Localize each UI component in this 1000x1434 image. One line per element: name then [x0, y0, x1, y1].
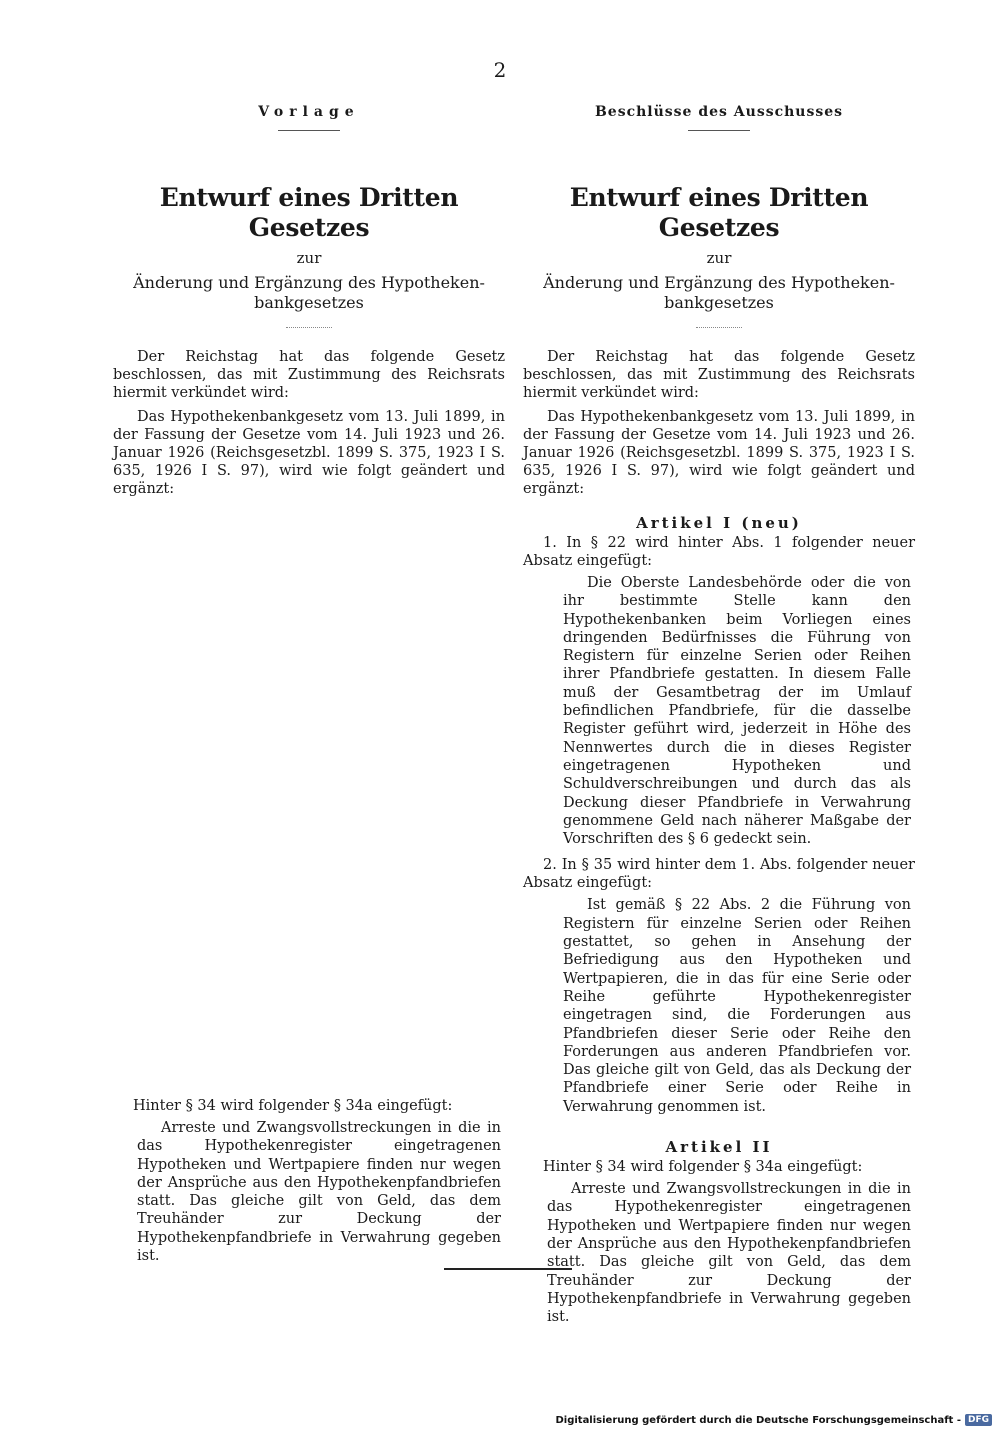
right-subtitle: Änderung und Ergänzung des Hypotheken-bankgesetzes	[543, 273, 895, 312]
right-title: Entwurf eines Dritten Gesetzes	[569, 183, 869, 242]
header-rule	[688, 130, 750, 131]
article-2-heading: Artikel II	[665, 1138, 773, 1157]
article-1-quote-1: Die Oberste Landesbehörde oder die von ihr bestimmte Stelle kann den Hypothekenbanken beim Vorliegen eines dringenden Bedürfnisses die Führung von Registern für einzelne Serien oder Reihen ihrer Pfandbriefe gestatten. In diesem Falle muß der Gesamtbetrag der im Umlauf befindlichen Pfandbriefe, für die dasselbe Register geführt wird, jederzeit in Höhe des Nennwertes durch die in dieses Register eingetragenen Hypotheken und Schuldverschreibungen und durch das als Deckung dieser Pfandbriefe in Verwahrung genommene Geld nach näherer Maßgabe der Vorschriften des § 6 gedeckt sein.	[563, 575, 911, 848]
left-article-section	[113, 1095, 505, 1265]
right-column	[523, 100, 915, 1326]
article-1-quote-2: Ist gemäß § 22 Abs. 2 die Führung von Registern für einzelne Serien oder Reihen gestattet, so gehen in Ansehung der Befriedigung aus den Hypotheken und Wertpapieren, die in das für eine Serie oder Reihe geführte Hypothekenregister eingetragen sind, die Forderungen aus Pfandbriefen dieser Serie oder Reihe den Forderungen aus anderen Pfandbriefen vor. Das gleiche gilt von Geld, das als Deckung der Pfandbriefe einer Serie oder Reihe in Verwahrung genommen ist.	[563, 897, 911, 1115]
footer-text: Digitalisierung gefördert durch die Deutsche Forschungsgemeinschaft -	[555, 1414, 961, 1426]
left-title: Entwurf eines Dritten Gesetzes	[159, 183, 459, 242]
dfg-logo: DFG	[965, 1414, 992, 1426]
left-article-quote: Arreste und Zwangsvollstreckungen in die in das Hypothekenregister eingetragenen Hypotheken und Wertpapiere finden nur wegen der Ansprüche aus den Hypothekenpfandbriefen statt. Das gleiche gilt von Geld, das dem Treuhänder zur Deckung der Hypothekenpfandbriefe in Verwahrung gegeben ist.	[137, 1120, 501, 1265]
left-column	[113, 100, 505, 498]
page-number: 2	[493, 58, 507, 82]
article-2-quote: Arreste und Zwangsvollstreckungen in die in das Hypothekenregister eingetragenen Hypotheken und Wertpapiere finden nur wegen der Ansprüche aus den Hypothekenpfandbriefen statt. Das gleiche gilt von Geld, das dem Treuhänder zur Deckung der Hypothekenpfandbriefe in Verwahrung gegeben ist.	[547, 1181, 911, 1326]
article-1-paragraph-1: 1. In § 22 wird hinter Abs. 1 folgender neuer Absatz eingefügt:	[523, 535, 915, 569]
right-zur: zur	[706, 249, 732, 267]
left-zur: zur	[296, 249, 322, 267]
right-intro: Der Reichstag hat das folgende Gesetz beschlossen, das mit Zustimmung des Reichsrats hiermit verkündet wird:	[523, 349, 915, 401]
left-subtitle: Änderung und Ergänzung des Hypotheken-bankgesetzes	[133, 273, 485, 312]
right-column-header: Beschlüsse des Ausschusses	[594, 104, 844, 120]
left-intro: Der Reichstag hat das folgende Gesetz beschlossen, das mit Zustimmung des Reichsrats hiermit verkündet wird:	[113, 349, 505, 401]
header-rule	[278, 130, 340, 131]
left-article-paragraph: Hinter § 34 wird folgender § 34a eingefügt:	[133, 1098, 453, 1114]
title-rule	[286, 327, 332, 328]
article-1-heading: Artikel I (neu)	[636, 514, 802, 532]
right-intro-2: Das Hypothekenbankgesetz vom 13. Juli 1899, in der Fassung der Gesetze vom 14. Juli 1923 und 26. Januar 1926 (Reichsgesetzbl. 1899 S. 375, 1923 I S. 635, 1926 I S. 97), wird wie folgt geändert und ergänzt:	[523, 409, 915, 497]
left-column-header: Vorlage	[258, 104, 360, 120]
end-rule	[444, 1268, 572, 1270]
article-1-paragraph-2: 2. In § 35 wird hinter dem 1. Abs. folgender neuer Absatz eingefügt:	[523, 857, 915, 892]
title-rule	[696, 327, 742, 328]
left-intro-2: Das Hypothekenbankgesetz vom 13. Juli 1899, in der Fassung der Gesetze vom 14. Juli 1923 und 26. Januar 1926 (Reichsgesetzbl. 1899 S. 375, 1923 I S. 635, 1926 I S. 97), wird wie folgt geändert und ergänzt:	[113, 409, 505, 497]
article-2-paragraph: Hinter § 34 wird folgender § 34a eingefügt:	[543, 1159, 863, 1176]
footer	[555, 1414, 992, 1426]
